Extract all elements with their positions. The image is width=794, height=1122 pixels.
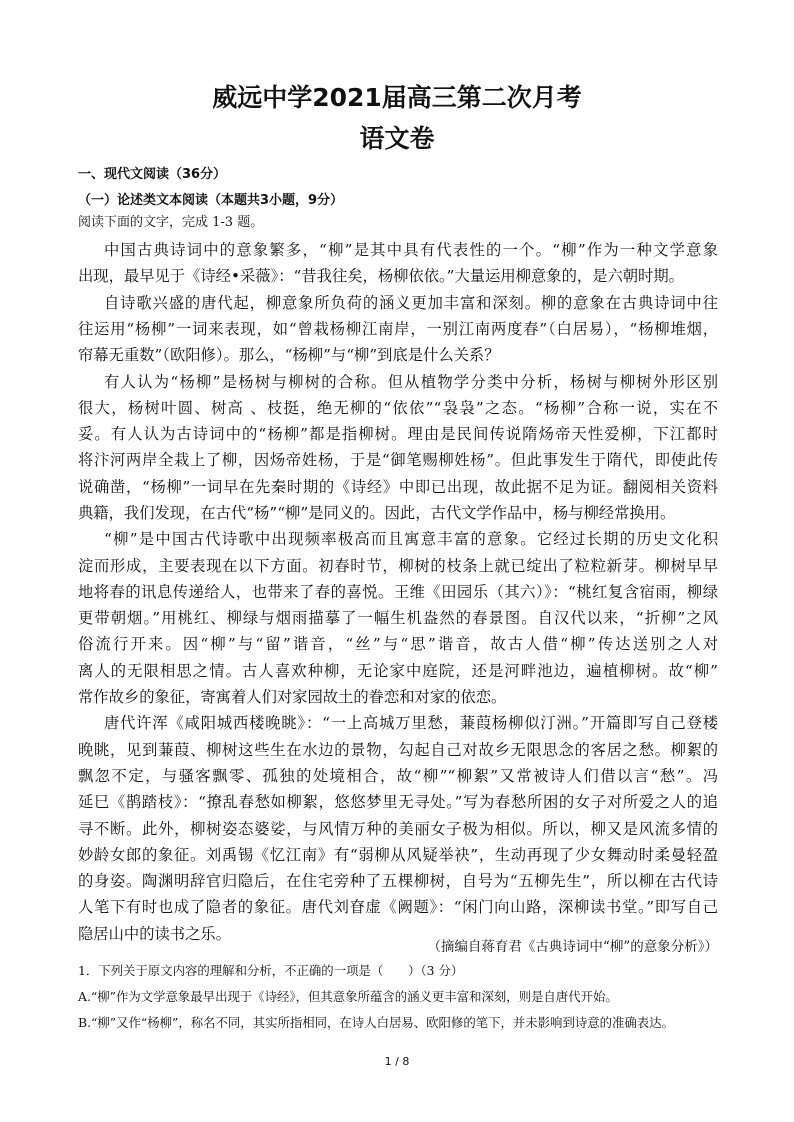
passage-line: 帘幕无重数”（欧阳修）。那么，“杨柳”与“柳”到底是什么关系？ [78, 346, 500, 364]
subsection-heading: （一）论述类文本阅读（本题共3小题，9分） [78, 193, 344, 208]
passage-line: 妙龄女郎的象征。刘禹锡《忆江南》有“弱柳从风疑举袂”，生动再现了少女舞动时柔曼轻盈 [78, 846, 718, 864]
passage-line: 说确凿，“杨柳”一词早在先秦时期的《诗经》中即已出现，故此据不足为证。翻阅相关资料 [78, 478, 718, 496]
passage-line: 自诗歌兴盛的唐代起，柳意象所负荷的涵义更加丰富和深刻。柳的意象在古典诗词中往 [104, 294, 718, 312]
passage-line: 俗流行开来。因“柳”与“留”谐音，“丝”与“思”谐音，故古人借“柳”传达送别之人对 [78, 635, 718, 653]
passage-line: 出现，最早见于《诗经•采薇》：“昔我往矣，杨柳依依。”大量运用柳意象的，是六朝时期。 [78, 267, 684, 285]
passage-line: 很大，杨树叶圆、树高 、枝挺，绝无柳的“依依”“袅袅”之态。“杨柳”合称一说，实在不 [78, 399, 718, 417]
exam-subtitle: 语文卷 [359, 124, 435, 153]
passage-line: 常作故乡的象征，寄寓着人们对家园故土的眷恋和对家的依恋。 [78, 688, 507, 706]
passage-source: （摘编自蒋育君《古典诗词中“柳”的意象分析》） [427, 939, 718, 955]
passage-line: 典籍，我们发现，在古代“杨”“柳”是同义的。因此，古代文学作品中，杨与柳经常换用。 [78, 504, 676, 522]
passage-line: 更带朝烟。”用桃红、柳绿与烟雨描摹了一幅生机盎然的春景图。自汉代以来，“折柳”之风 [78, 609, 718, 627]
passage-line: 离人的无限相思之情。古人喜欢种柳，无论家中庭院，还是河畔池边，遍植柳树。故“柳” [78, 662, 718, 680]
passage-line: 中国古典诗词中的意象繁多，“柳”是其中具有代表性的一个。“柳”作为一种文学意象 [104, 241, 718, 259]
passage-line: 的身姿。陶渊明辞官归隐后，在住宅旁种了五棵柳树，自号为“五柳先生”，所以柳在古代诗 [78, 872, 718, 890]
exam-title: 威远中学2021届高三第二次月考 [212, 83, 582, 112]
passage-line: 隐居山中的读书之乐。 [78, 925, 231, 943]
reading-instruction: 阅读下面的文字，完成 1-3 题。 [78, 215, 264, 230]
option-a: A.“柳”作为文学意象最早出现于《诗经》，但其意象所蕴含的涵义更丰富和深刻，则是自唐代开始。 [78, 989, 618, 1004]
section-heading: 一、现代文阅读（36分） [78, 167, 227, 182]
page-number: 1 / 8 [384, 1055, 410, 1068]
passage-line: 延巳《鹊踏枝》：“撩乱春愁如柳絮，悠悠梦里无寻处。”写为春愁所困的女子对所爱之人的追 [78, 793, 718, 811]
passage-line: “柳”是中国古代诗歌中出现频率极高而且寓意丰富的意象。它经过长期的历史文化积 [104, 530, 718, 548]
option-b: B.“柳”又作“杨柳”，称名不同，其实所指相同，在诗人白居易、欧阳修的笔下，并未影响到诗意的准确表达。 [78, 1015, 674, 1030]
passage-line: 地将春的讯息传递给人，也带来了春的喜悦。王维《田园乐（其六）》：“桃红复含宿雨，柳绿 [78, 583, 718, 601]
passage-line: 人笔下有时也成了隐者的象征。唐代刘眘虚《阙题》：“闲门向山路，深柳读书堂。”即写自己 [78, 898, 718, 916]
passage-line: 寻不断。此外，柳树姿态婆娑，与风情万种的美丽女子极为相似。所以，柳又是风流多情的 [78, 820, 718, 838]
passage-line: 妥。有人认为古诗词中的“杨柳”都是指柳树。理由是民间传说隋炀帝天性爱柳，下江都时 [78, 425, 718, 443]
question-1: 1．下列关于原文内容的理解和分析，不正确的一项是（ ）（3 分） [78, 963, 464, 978]
passage-line: 有人认为“杨柳”是杨树与柳树的合称。但从植物学分类中分析，杨树与柳树外形区别 [104, 373, 718, 391]
passage-line: 往运用“杨柳”一词来表现，如“曾栽杨柳江南岸，一别江南两度春”（白居易），“杨柳堆烟， [78, 320, 718, 338]
passage-line: 飘忽不定，与骚客飘零、孤独的处境相合，故“柳”“柳絮”又常被诗人们借以言“愁”。冯 [78, 767, 718, 785]
passage-line: 唐代许浑《咸阳城西楼晚眺》：“一上高城万里愁，蒹葭杨柳似汀洲。”开篇即写自己登楼 [104, 714, 718, 732]
passage-line: 淀而形成，主要表现在以下方面。初春时节，柳树的枝条上就已绽出了粒粒新芽。柳树早早 [78, 557, 718, 575]
passage-line: 将汴河两岸全栽上了柳，因炀帝姓杨，于是“御笔赐柳姓杨”。但此事发生于隋代，即使此传 [78, 451, 718, 469]
passage-line: 晚眺，见到蒹葭、柳树这些生在水边的景物，勾起自己对故乡无限思念的客居之愁。柳絮的 [78, 741, 718, 759]
